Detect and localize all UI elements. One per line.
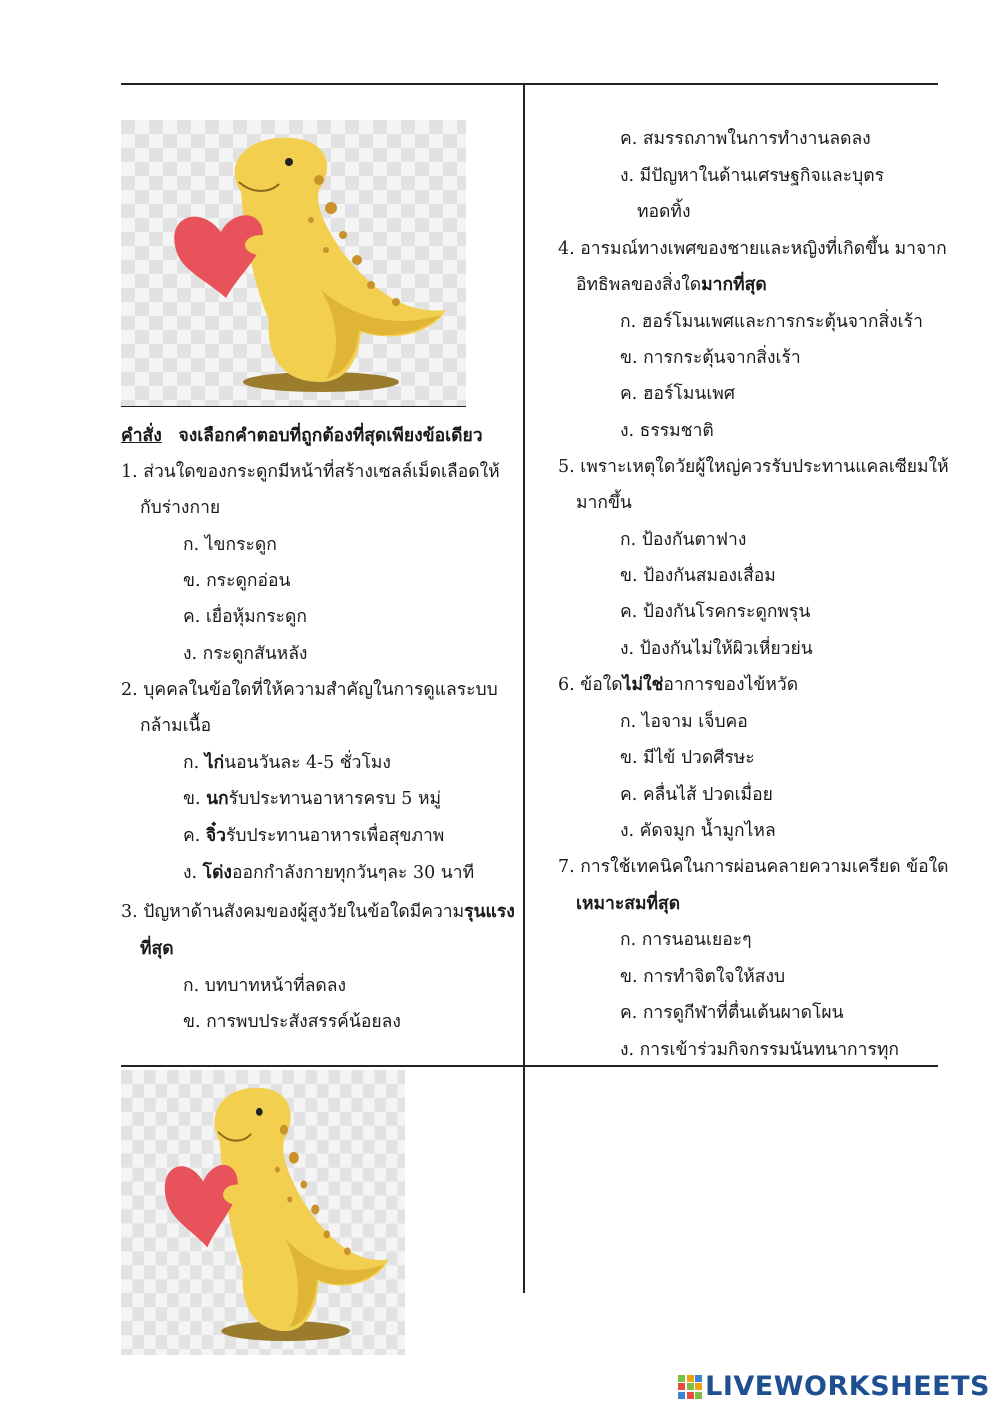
question-4-line-1: 4. อารมณ์ทางเพศของชายและหญิงที่เกิดขึ้น มาจาก (558, 239, 947, 259)
question-7-option-d: ง. การเข้าร่วมกิจกรรมนันทนาการทุก (620, 1040, 900, 1060)
question-7-option-a: ก. การนอนเยอะๆ (620, 930, 752, 950)
question-4-option-a: ก. ฮอร์โมนเพศและการกระตุ้นจากสิ่งเร้า (620, 312, 923, 332)
liveworksheets-logo-icon (678, 1375, 702, 1399)
question-7-line-1: 7. การใช้เทคนิคในการผ่อนคลายความเครียด ข้อใด (558, 857, 949, 877)
option-text: รับประทานอาหารเพื่อสุขภาพ (225, 826, 445, 846)
question-3-option-d: ง. มีปัญหาในด้านเศรษฐกิจและบุตร (620, 166, 885, 186)
liveworksheets-wordmark: LIVEWORKSHEETS (705, 1371, 990, 1402)
instruction-label: คำสั่ง (121, 426, 162, 446)
column-divider (523, 83, 525, 1293)
emphasis-text: มากที่สุด (701, 275, 767, 295)
question-1-line-2: กับร่างกาย (140, 498, 221, 518)
person-name: ไก่ (204, 753, 225, 773)
emphasis-text: ไม่ใช่ (622, 675, 664, 695)
question-2-option-a (183, 752, 391, 774)
question-5-option-d: ง. ป้องกันไม่ให้ผิวเหี่ยวย่น (620, 639, 813, 659)
question-1-line-1: 1. ส่วนใดของกระดูกมีหน้าที่สร้างเซลล์เม็ดเลือดให้ (121, 462, 500, 482)
question-1-option-d: ง. กระดูกสันหลัง (183, 644, 308, 664)
question-3-option-d-cont: ทอดทิ้ง (637, 202, 691, 222)
middle-rule (121, 1065, 938, 1067)
question-text: 6. ข้อใด (558, 675, 623, 695)
question-7-option-c: ค. การดูกีฬาที่ตื่นเต้นผาดโผน (620, 1003, 844, 1023)
question-6-option-a: ก. ไอจาม เจ็บคอ (620, 712, 748, 732)
question-2-option-d (183, 862, 474, 884)
question-5-line-2: มากขึ้น (576, 493, 632, 513)
instruction-line (121, 425, 483, 447)
image-underline (121, 406, 466, 407)
question-3-option-a: ก. บทบาทหน้าที่ลดลง (183, 976, 347, 996)
question-6-option-c: ค. คลื่นไส้ ปวดเมื่อย (620, 785, 773, 805)
question-text: อาการของไข้หวัด (663, 675, 799, 695)
top-rule (121, 83, 938, 85)
person-name: จิ๋ว (205, 826, 226, 846)
question-4-option-d: ง. ธรรมชาติ (620, 421, 714, 441)
question-1-option-a: ก. ไขกระดูก (183, 535, 277, 555)
option-text: นอนวันละ 4-5 ชั่วโมง (224, 753, 391, 773)
person-name: นก (206, 789, 229, 809)
question-3-line-1 (121, 901, 515, 923)
question-2-line-2: กล้ามเนื้อ (140, 716, 212, 736)
emphasis-text: รุนแรง (464, 902, 515, 922)
option-text: ออกกำลังกายทุกวันๆละ 30 นาที (231, 863, 475, 883)
question-text: อิทธิพลของสิ่งใด (576, 275, 702, 295)
question-6-line-1 (558, 674, 798, 696)
option-prefix: ค. (183, 826, 206, 846)
question-2-option-b (183, 788, 441, 810)
question-5-line-1: 5. เพราะเหตุใดวัยผู้ใหญ่ควรรับประทานแคลเซียมให้ (558, 457, 949, 477)
question-4-option-c: ค. ฮอร์โมนเพศ (620, 384, 735, 404)
dinosaur-heart-picture (121, 120, 466, 406)
question-3-option-b: ข. การพบประสังสรรค์น้อยลง (183, 1012, 401, 1032)
person-name: โด่ง (202, 863, 232, 883)
question-5-option-c: ค. ป้องกันโรคกระดูกพรุน (620, 602, 811, 622)
option-prefix: ข. (183, 789, 207, 809)
dinosaur-heart-picture-bottom (121, 1070, 405, 1355)
question-6-option-d: ง. คัดจมูก น้ำมูกไหล (620, 821, 776, 841)
question-4-option-b: ข. การกระตุ้นจากสิ่งเร้า (620, 348, 801, 368)
question-3-line-2: ที่สุด (140, 939, 174, 959)
option-prefix: ก. (183, 753, 205, 773)
question-7-line-2: เหมาะสมที่สุด (576, 894, 681, 914)
question-4-line-2 (576, 274, 767, 296)
question-6-option-b: ข. มีไข้ ปวดศีรษะ (620, 748, 755, 768)
option-prefix: ง. (183, 863, 203, 883)
question-7-option-b: ข. การทำจิตใจให้สงบ (620, 967, 786, 987)
question-1-option-b: ข. กระดูกอ่อน (183, 571, 291, 591)
question-5-option-a: ก. ป้องกันตาฟาง (620, 530, 747, 550)
instruction-text: จงเลือกคำตอบที่ถูกต้องที่สุดเพียงข้อเดียว (178, 426, 483, 446)
option-text: รับประทานอาหารครบ 5 หมู่ (228, 789, 442, 809)
liveworksheets-logo[interactable] (678, 1371, 990, 1402)
question-2-option-c (183, 825, 444, 847)
question-5-option-b: ข. ป้องกันสมองเสื่อม (620, 566, 776, 586)
question-2-line-1: 2. บุคคลในข้อใดที่ให้ความสำคัญในการดูแลระบบ (121, 680, 498, 700)
question-1-option-c: ค. เยื่อหุ้มกระดูก (183, 607, 308, 627)
question-3-option-c: ค. สมรรถภาพในการทำงานลดลง (620, 129, 871, 149)
question-text: 3. ปัญหาด้านสังคมของผู้สูงวัยในข้อใดมีความ (121, 902, 465, 922)
